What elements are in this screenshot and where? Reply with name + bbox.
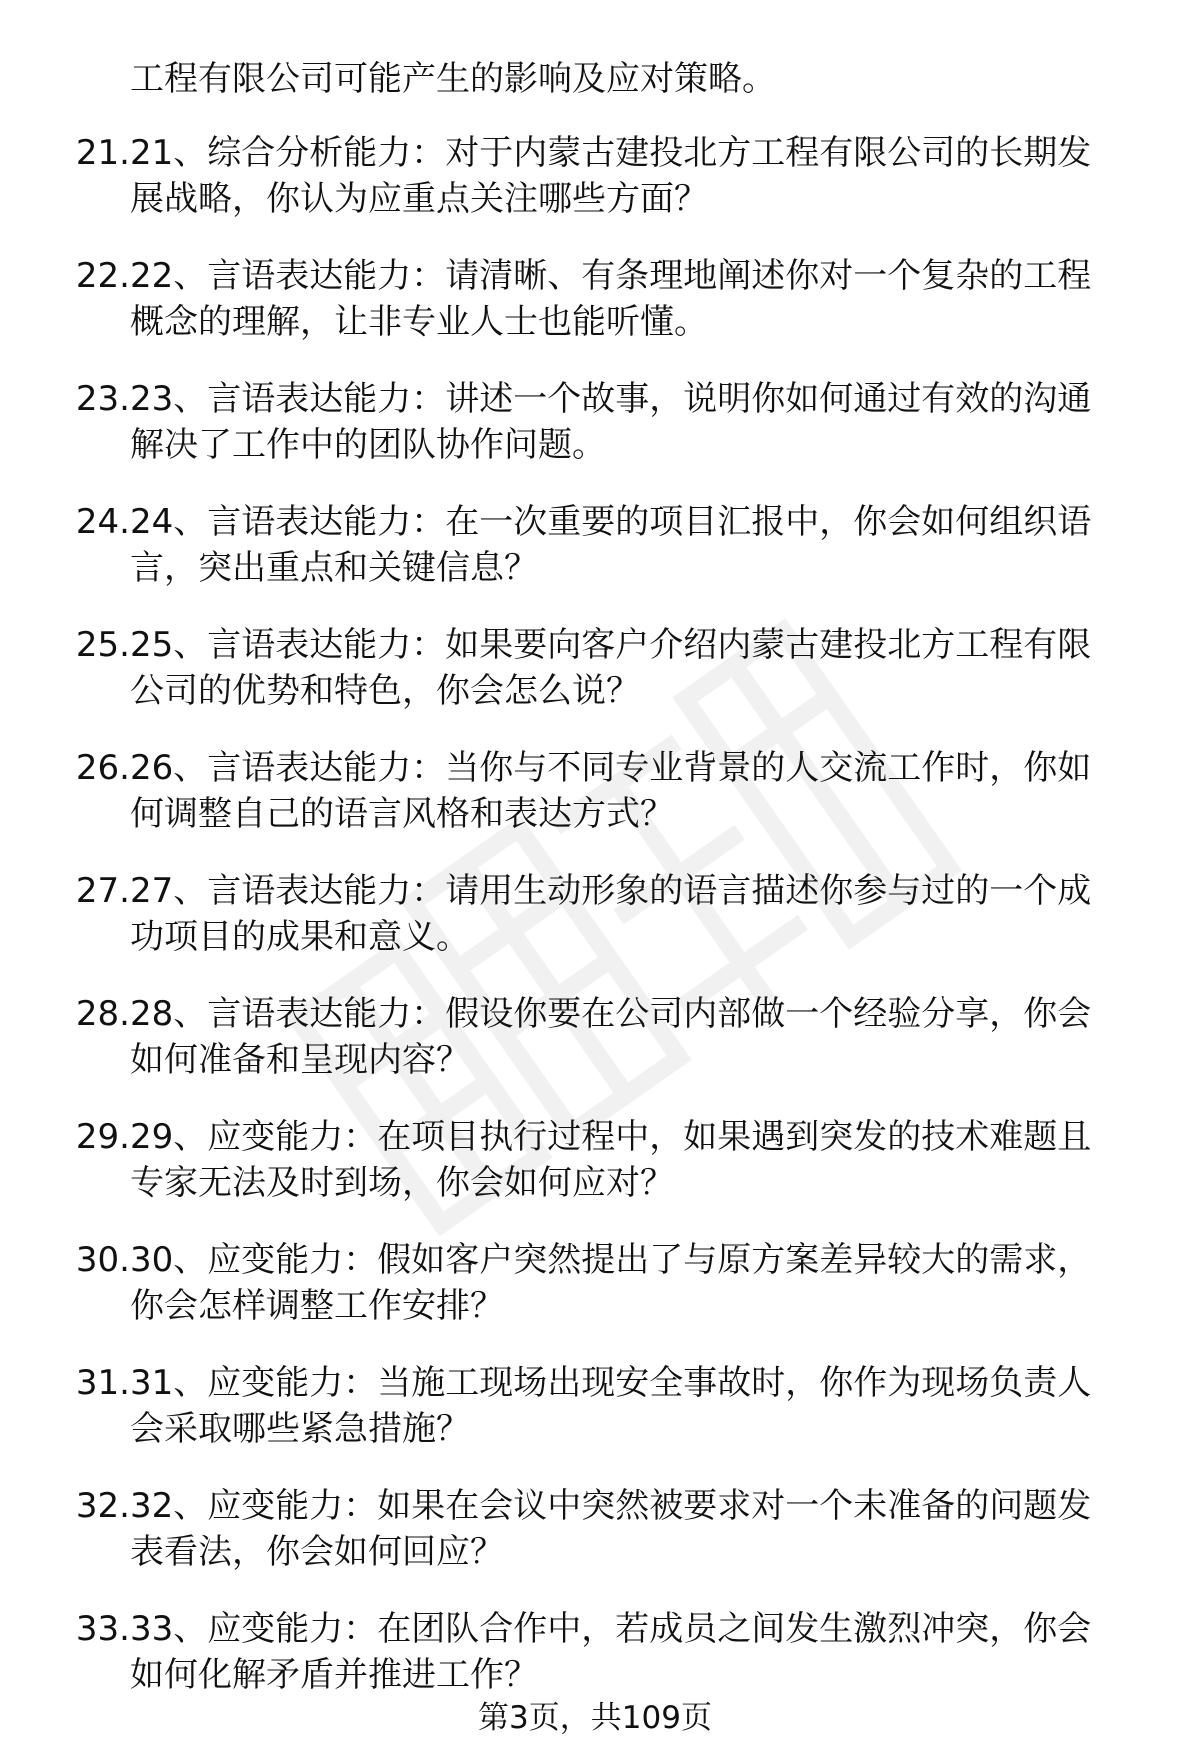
question-text-line-1: 30、应变能力：假如客户突然提出了与原方案差异较大的需求， xyxy=(130,1240,1092,1280)
question-text-line-2: 公司的优势和特色，你会怎么说？ xyxy=(130,671,640,711)
question-number: 27. xyxy=(75,871,130,911)
question-text-line-1: 26、言语表达能力：当你与不同专业背景的人交流工作时，你如 xyxy=(130,748,1092,788)
list-item xyxy=(0,1114,1190,1214)
list-item xyxy=(0,991,1190,1091)
question-text-line-1: 24、言语表达能力：在一次重要的项目汇报中，你会如何组织语 xyxy=(130,502,1092,542)
question-number: 31. xyxy=(75,1363,130,1403)
list-item xyxy=(0,499,1190,599)
question-text-line-1: 21、综合分析能力：对于内蒙古建投北方工程有限公司的长期发 xyxy=(130,133,1092,173)
list-item xyxy=(0,1606,1190,1706)
question-number: 24. xyxy=(75,502,130,542)
question-text-line-1: 27、言语表达能力：请用生动形象的语言描述你参与过的一个成 xyxy=(130,871,1092,911)
question-text-line-1: 33、应变能力：在团队合作中，若成员之间发生激烈冲突，你会 xyxy=(130,1609,1092,1649)
question-number: 33. xyxy=(75,1609,130,1649)
list-item xyxy=(0,1237,1190,1337)
list-item xyxy=(0,1360,1190,1460)
list-item xyxy=(0,745,1190,845)
question-number: 21. xyxy=(75,133,130,173)
list-item xyxy=(0,1483,1190,1583)
continued-text: 工程有限公司可能产生的影响及应对策略。 xyxy=(130,59,776,99)
question-number: 30. xyxy=(75,1240,130,1280)
question-text-line-2: 言，突出重点和关键信息？ xyxy=(130,548,538,588)
question-text-line-1: 28、言语表达能力：假设你要在公司内部做一个经验分享，你会 xyxy=(130,994,1092,1034)
list-item xyxy=(0,253,1190,353)
page-footer: 第3页，共109页 xyxy=(478,1700,712,1736)
question-text-line-2: 解决了工作中的团队协作问题。 xyxy=(130,425,606,465)
question-number: 22. xyxy=(75,256,130,296)
question-text-line-1: 31、应变能力：当施工现场出现安全事故时，你作为现场负责人 xyxy=(130,1363,1092,1403)
question-text-line-1: 22、言语表达能力：请清晰、有条理地阐述你对一个复杂的工程 xyxy=(130,256,1092,296)
question-text-line-2: 会采取哪些紧急措施？ xyxy=(130,1409,470,1449)
list-item xyxy=(0,868,1190,968)
question-text-line-2: 概念的理解，让非专业人士也能听懂。 xyxy=(130,302,708,342)
list-item xyxy=(0,622,1190,722)
question-number: 26. xyxy=(75,748,130,788)
question-text-line-2: 何调整自己的语言风格和表达方式？ xyxy=(130,794,674,834)
question-text-line-2: 展战略，你认为应重点关注哪些方面？ xyxy=(130,179,708,219)
question-number: 25. xyxy=(75,625,130,665)
question-text-line-2: 专家无法及时到场，你会如何应对？ xyxy=(130,1163,674,1203)
question-text-line-1: 29、应变能力：在项目执行过程中，如果遇到突发的技术难题且 xyxy=(130,1117,1092,1157)
question-text-line-2: 表看法，你会如何回应？ xyxy=(130,1532,504,1572)
question-text-line-2: 如何准备和呈现内容？ xyxy=(130,1040,470,1080)
question-number: 32. xyxy=(75,1486,130,1526)
question-number: 28. xyxy=(75,994,130,1034)
question-text-line-1: 32、应变能力：如果在会议中突然被要求对一个未准备的问题发 xyxy=(130,1486,1092,1526)
list-item xyxy=(0,376,1190,476)
question-number: 29. xyxy=(75,1117,130,1157)
question-text-line-2: 如何化解矛盾并推进工作？ xyxy=(130,1655,538,1695)
question-text-line-2: 你会怎样调整工作安排？ xyxy=(130,1286,504,1326)
question-text-line-1: 23、言语表达能力：讲述一个故事，说明你如何通过有效的沟通 xyxy=(130,379,1092,419)
question-text-line-2: 功项目的成果和意义。 xyxy=(130,917,470,957)
list-item xyxy=(0,130,1190,230)
question-number: 23. xyxy=(75,379,130,419)
question-text-line-1: 25、言语表达能力：如果要向客户介绍内蒙古建投北方工程有限 xyxy=(130,625,1092,665)
